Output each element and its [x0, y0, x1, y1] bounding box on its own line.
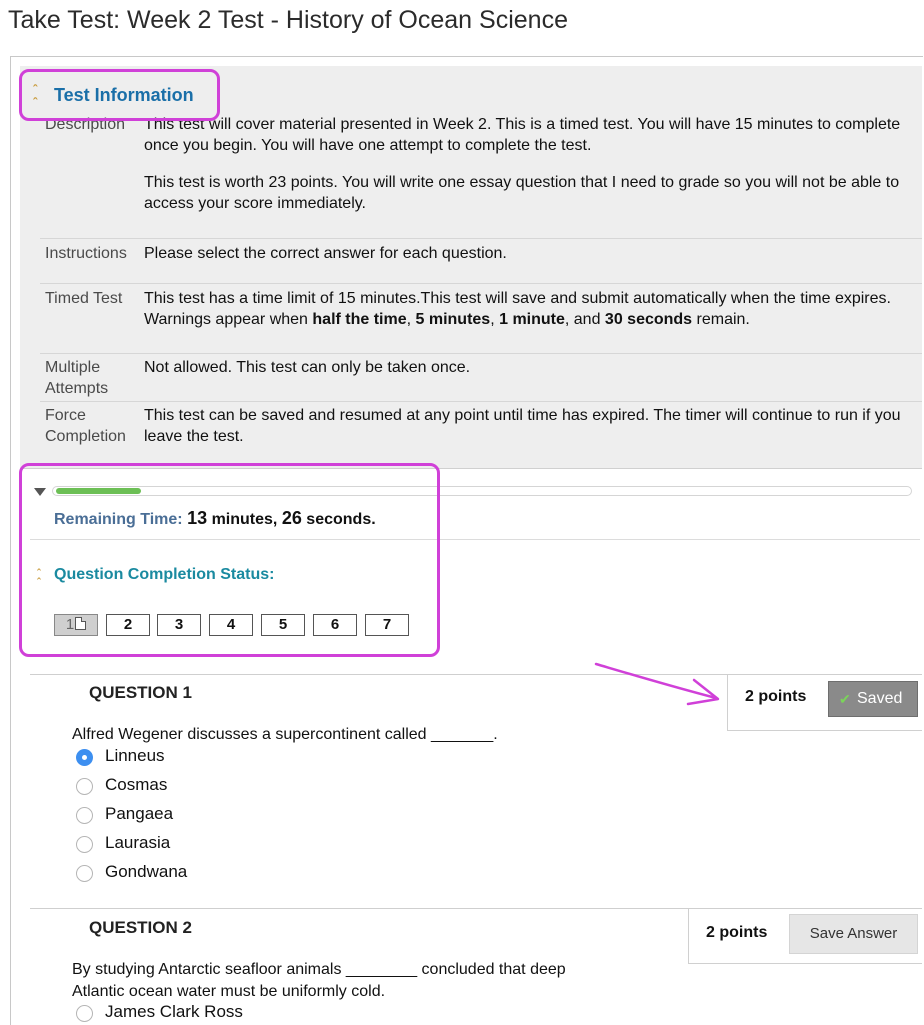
radio-button[interactable]	[76, 1005, 93, 1022]
answer-option-label: James Clark Ross	[105, 1002, 243, 1021]
timed-test-line-1: This test has a time limit of 15 minutes.This test will save and submit automatically when the time expires.	[144, 290, 891, 307]
row-divider	[40, 283, 922, 284]
question-nav-2[interactable]: 2	[106, 614, 150, 636]
timed-test-value	[144, 288, 919, 330]
annotation-highlight-box	[19, 463, 440, 657]
radio-button[interactable]	[76, 836, 93, 853]
annotation-arrow-icon	[590, 660, 730, 720]
timed-test-label: Timed Test	[45, 290, 123, 307]
warn-text: remain.	[692, 311, 750, 328]
test-information-heading[interactable]: Test Information	[54, 85, 194, 105]
page-title: Take Test: Week 2 Test - History of Ocean Science	[8, 6, 568, 34]
warn-1-minute: 1 minute	[499, 311, 565, 328]
instructions-value: Please select the correct answer for each question.	[144, 245, 507, 262]
warn-text: , and	[564, 311, 605, 328]
seconds-unit: seconds.	[306, 511, 376, 528]
multiple-attempts-label: Multiple Attempts	[45, 359, 109, 397]
answer-option-label: Linneus	[105, 746, 165, 765]
description-value	[144, 114, 919, 214]
saved-label: Saved	[857, 690, 903, 707]
multiple-attempts-value: Not allowed. This test can only be taken once.	[144, 359, 471, 376]
warn-text: ,	[490, 311, 500, 328]
force-completion-label: Force Completion	[45, 407, 126, 445]
check-icon: ✔	[839, 691, 851, 707]
warn-half-time: half the time	[312, 311, 407, 328]
saved-button[interactable]	[828, 681, 918, 717]
radio-button[interactable]	[76, 778, 93, 795]
answer-option-label: Pangaea	[105, 804, 174, 823]
radio-button[interactable]	[76, 865, 93, 882]
warn-30-seconds: 30 seconds	[604, 311, 693, 328]
row-divider	[40, 401, 922, 402]
question-2-title: QUESTION 2	[89, 918, 192, 937]
warn-text: ,	[406, 311, 416, 328]
description-paragraph-2: This test is worth 23 points. You will write one essay question that I need to grade so you will not be able to access your score immediately.	[144, 174, 900, 212]
test-information-panel	[20, 66, 922, 469]
question-1-text: Alfred Wegener discusses a supercontinent called _______.	[72, 726, 498, 743]
row-divider	[40, 238, 922, 239]
radio-button[interactable]	[76, 807, 93, 824]
collapse-up-icon[interactable]: ˆ ˆ	[37, 568, 41, 589]
question-nav-6[interactable]: 6	[313, 614, 357, 636]
warn-5-minutes: 5 minutes	[415, 311, 491, 328]
row-divider	[40, 353, 922, 354]
collapse-up-icon[interactable]: ˆ ˆ	[33, 82, 38, 110]
question-completion-heading[interactable]: Question Completion Status:	[54, 566, 275, 583]
question-nav-4[interactable]: 4	[209, 614, 253, 636]
answer-option-label: Cosmas	[105, 775, 168, 794]
question-2-text	[72, 959, 566, 1003]
timed-test-warnings	[144, 309, 919, 330]
question-2-points: 2 points	[706, 924, 768, 941]
question-2-text-line-2: Atlantic ocean water must be uniformly cold.	[72, 983, 386, 1000]
question-nav-5[interactable]: 5	[261, 614, 305, 636]
remaining-time-label: Remaining Time:	[54, 511, 183, 528]
answer-option-label: Laurasia	[105, 833, 171, 852]
minutes-unit: minutes,	[211, 511, 278, 528]
question-1-points: 2 points	[745, 688, 807, 705]
answer-option-label: Gondwana	[105, 862, 188, 881]
save-answer-button[interactable]: Save Answer	[789, 914, 918, 954]
question-nav-3[interactable]: 3	[157, 614, 201, 636]
question-nav-number: 1	[65, 616, 75, 633]
warn-text: Warnings appear when	[144, 311, 313, 328]
instructions-label: Instructions	[45, 245, 127, 262]
radio-selected[interactable]	[76, 749, 93, 766]
remaining-seconds: 26	[281, 508, 302, 528]
remaining-minutes: 13	[187, 508, 208, 528]
question-1-title: QUESTION 1	[89, 683, 192, 702]
question-2-text-line-1: By studying Antarctic seafloor animals ________ concluded that deep	[72, 961, 566, 978]
question-nav-7[interactable]: 7	[365, 614, 409, 636]
description-label: Description	[45, 116, 126, 133]
annotation-highlight-box	[19, 69, 220, 121]
force-completion-value: This test can be saved and resumed at any point until time has expired. The timer will continue to run if you leave the test.	[144, 407, 901, 445]
description-paragraph-1: This test will cover material presented in Week 2. This is a timed test. You will have 15 minutes to complete once you begin. You will have one attempt to complete the test.	[144, 116, 901, 154]
